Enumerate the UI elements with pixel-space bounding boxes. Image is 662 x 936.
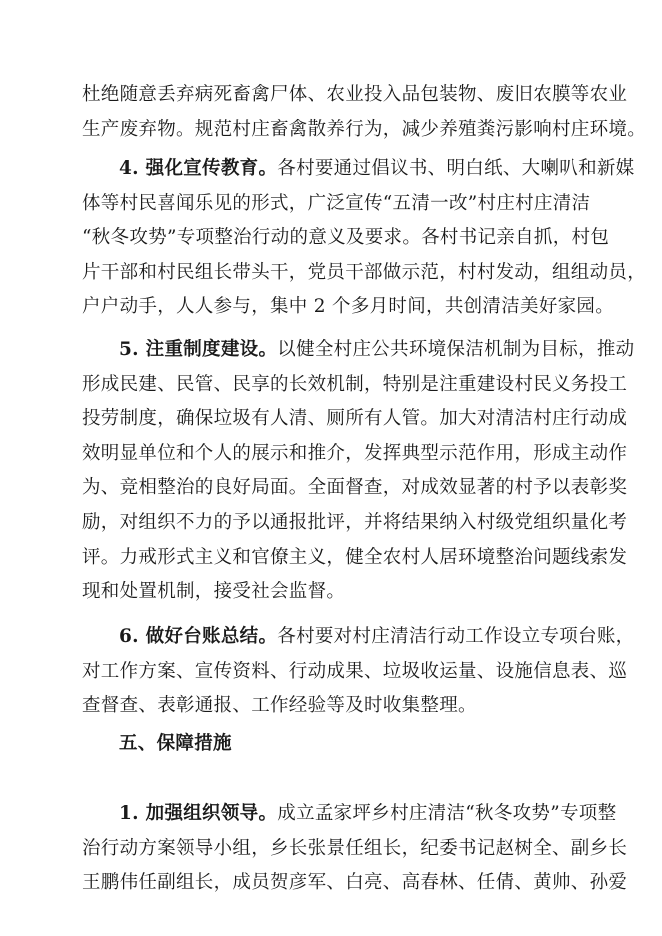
paragraph-organization <box>82 797 628 901</box>
text-line: “秋冬攻势”专项整治行动的意义及要求。各村书记亲自抓，村包 <box>82 227 610 249</box>
section-heading: 五、保障措施 <box>119 733 232 754</box>
text-segment: 成立孟家坪乡村庄清洁“秋冬攻势”专项整 <box>277 803 617 824</box>
paragraph-title: 1. 加强组织领导。 <box>119 803 278 824</box>
text-line: 对工作方案、宣传资料、行动成果、垃圾收运量、设施信息表、巡 <box>82 660 628 682</box>
text-line: 投劳制度，确保垃圾有人清、厕所有人管。加大对清洁村庄行动成 <box>82 408 628 430</box>
text-line: 形成民建、民管、民享的长效机制，特别是注重建设村民义务投工 <box>82 373 628 395</box>
text-line: 为、竞相整治的良好局面。全面督查，对成效显著的村予以表彰奖 <box>82 477 628 499</box>
text-segment: 各村要对村庄清洁行动工作设立专项台账， <box>277 626 635 647</box>
text-line-first <box>82 797 617 832</box>
text-segment: 各村要通过倡议书、明白纸、大喇叭和新媒 <box>277 158 635 179</box>
text-line-first <box>82 620 635 655</box>
text-line: 效明显单位和个人的展示和推介，发挥典型示范作用，形成主动作 <box>82 442 628 464</box>
text-line: 查督查、表彰通报、工作经验等及时收集整理。 <box>82 695 477 717</box>
section-heading-block <box>82 727 588 762</box>
text-line: 王鹏伟任副组长，成员贺彦军、白亮、高春林、任倩、黄帅、孙爱 <box>82 872 628 894</box>
text-line: 片干部和村民组长带头干，党员干部做示范，村村发动，组组动员， <box>82 261 647 283</box>
paragraph-system-building <box>82 333 635 610</box>
paragraph-title: 6. 做好台账总结。 <box>119 626 278 647</box>
paragraph-publicity <box>82 152 647 325</box>
text-line: 治行动方案领导小组，乡长张景任组长，纪委书记赵树全、副乡长 <box>82 837 628 859</box>
text-segment: 以健全村庄公共环境保洁机制为目标，推动 <box>277 339 635 360</box>
paragraph-title: 4. 强化宣传教育。 <box>119 158 278 179</box>
paragraph-ledger-summary <box>82 620 635 724</box>
text-line: 评。力戒形式主义和官僚主义，健全农村人居环境整治问题线索发 <box>82 546 628 568</box>
text-line: 现和处置机制，接受社会监督。 <box>82 581 346 603</box>
text-line: 励，对组织不力的予以通报批评，并将结果纳入村级党组织量化考 <box>82 511 628 533</box>
text-line: 户户动手，人人参与，集中 2 个多月时间，共创清洁美好家园。 <box>82 296 615 318</box>
paragraph-title: 5. 注重制度建设。 <box>119 339 278 360</box>
text-line: 杜绝随意丢弃病死畜禽尸体、农业投入品包装物、废旧农膜等农业 <box>82 84 628 105</box>
text-line: 生产废弃物。规范村庄畜禽散养行为，减少养殖粪污影响村庄环境。 <box>82 118 647 140</box>
text-line: 体等村民喜闻乐见的形式，广泛宣传“五清一改”村庄村庄清洁 <box>82 192 591 214</box>
text-line-first <box>82 333 635 368</box>
paragraph-continuation <box>82 78 647 147</box>
text-line-first <box>82 152 635 187</box>
